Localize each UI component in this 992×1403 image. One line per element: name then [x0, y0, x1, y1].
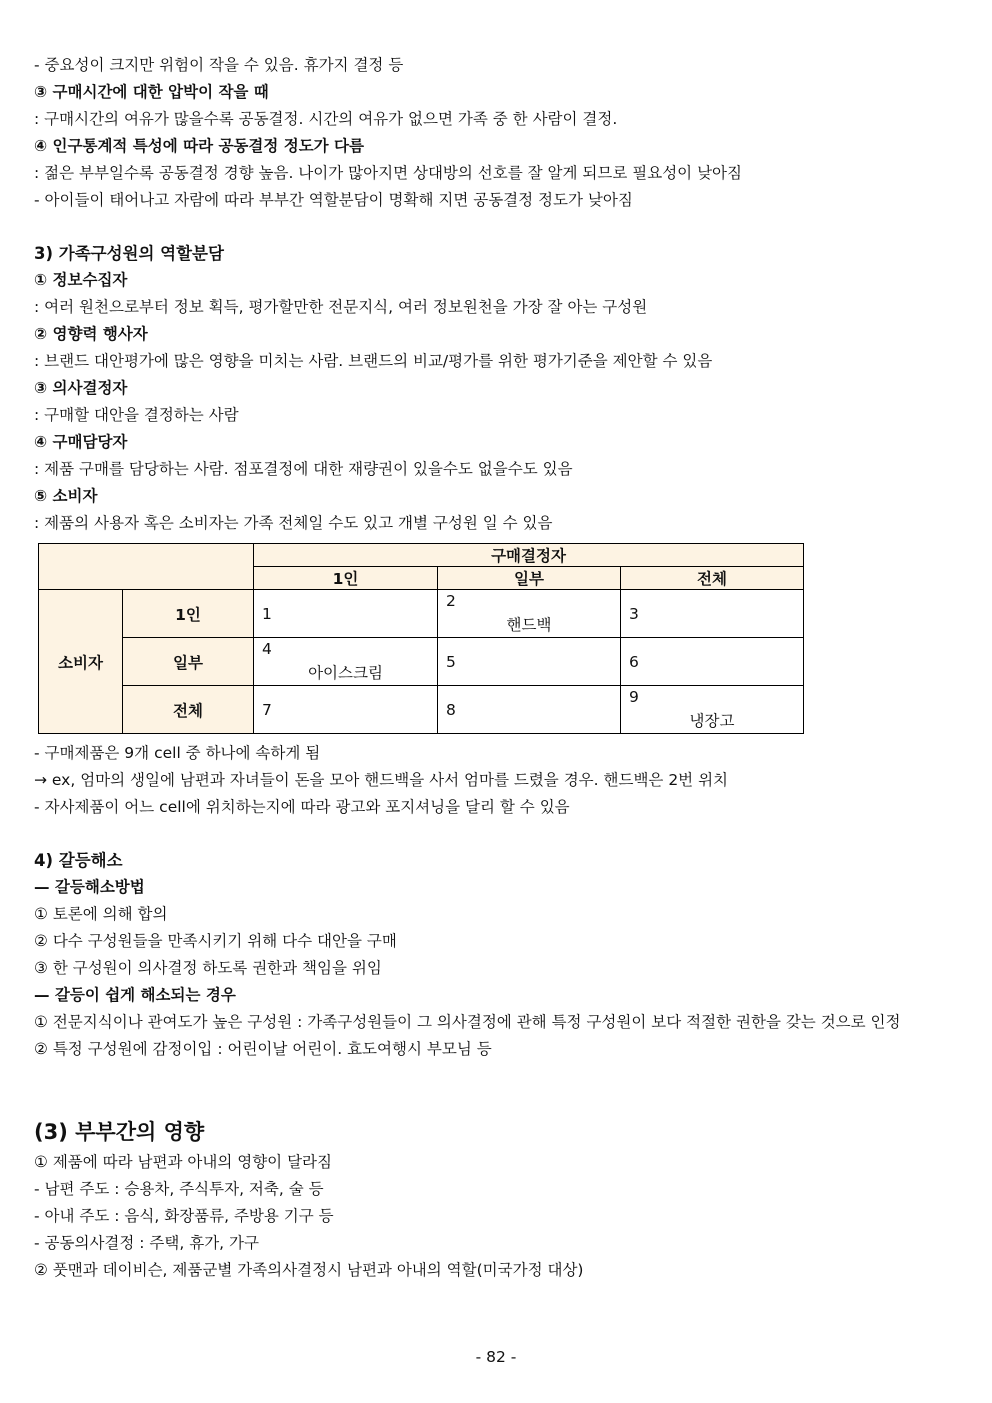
text-line: - 공동의사결정 : 주택, 휴가, 가구 — [34, 1234, 259, 1252]
text-line: - 중요성이 크지만 위험이 작을 수 있음. 휴가지 결정 등 — [34, 56, 404, 74]
text-line: : 브랜드 대안평가에 많은 영향을 미치는 사람. 브랜드의 비교/평가를 위한 평가기준을 제안할 수 있음 — [34, 352, 713, 370]
roles-block — [34, 267, 960, 537]
item-heading: ④ 구매담당자 — [34, 433, 128, 451]
matrix-cell — [438, 590, 621, 638]
text-line: : 구매시간의 여유가 많을수록 공동결정. 시간의 여유가 없으면 가족 중 한 사람이 결정. — [34, 110, 618, 128]
document-page — [34, 52, 960, 1284]
matrix-cell — [254, 638, 438, 686]
text-line: ② 특정 구성원에 감정이입 : 어린이날 어린이. 효도여행시 부모님 등 — [34, 1040, 492, 1058]
spouse-influence-block — [34, 1149, 960, 1284]
item-heading: ① 정보수집자 — [34, 271, 128, 289]
conflict-block — [34, 874, 960, 1063]
text-line: : 여러 원천으로부터 정보 획득, 평가할만한 전문지식, 여러 정보원천을 가장 잘 아는 구성원 — [34, 298, 648, 316]
matrix-cell — [621, 638, 804, 686]
text-line: ② 다수 구성원들을 만족시키기 위해 다수 대안을 구매 — [34, 932, 397, 950]
row-header: 전체 — [123, 686, 254, 734]
corner-cell — [39, 544, 254, 590]
cell-number: 7 — [262, 700, 272, 719]
item-heading: ② 영향력 행사자 — [34, 325, 148, 343]
decision-matrix-table — [38, 543, 804, 734]
cell-number: 9 — [629, 688, 639, 706]
row-group-header: 소비자 — [39, 590, 123, 734]
intro-block — [34, 52, 960, 214]
cell-number: 5 — [446, 652, 456, 671]
page-number: - 82 - — [475, 1348, 517, 1366]
cell-product: 핸드백 — [506, 616, 552, 634]
item-heading: ③ 구매시간에 대한 압박이 작을 때 — [34, 83, 269, 101]
cell-number: 8 — [446, 700, 456, 719]
col-header: 일부 — [438, 567, 621, 590]
sub-heading: — 갈등해소방법 — [34, 878, 145, 896]
text-paragraph: ① 전문지식이나 관여도가 높은 구성원 : 가족구성원들이 그 의사결정에 관해 특정 구성원이 보다 적절한 권한을 갖는 것으로 인정 — [34, 1013, 901, 1031]
text-line: - 구매제품은 9개 cell 중 하나에 속하게 됨 — [34, 744, 321, 762]
row-header: 일부 — [123, 638, 254, 686]
after-table-block — [34, 740, 960, 821]
text-line: ① 제품에 따라 남편과 아내의 영향이 달라짐 — [34, 1153, 332, 1171]
section-title: 4) 갈등해소 — [34, 851, 123, 870]
text-line: ② 풋맨과 데이비슨, 제품군별 가족의사결정시 남편과 아내의 역할(미국가정 대상) — [34, 1261, 584, 1279]
text-line: ① 토론에 의해 합의 — [34, 905, 168, 923]
cell-product: 아이스크림 — [308, 664, 383, 682]
chapter-title: (3) 부부간의 영향 — [34, 1120, 205, 1144]
matrix-cell — [254, 590, 438, 638]
matrix-cell — [254, 686, 438, 734]
matrix-cell — [621, 590, 804, 638]
item-heading: ⑤ 소비자 — [34, 487, 98, 505]
text-line: → ex, 엄마의 생일에 남편과 자녀들이 돈을 모아 핸드백을 사서 엄마를 드렸을 경우. 핸드백은 2번 위치 — [34, 771, 729, 789]
cell-number: 6 — [629, 652, 639, 671]
matrix-cell — [438, 638, 621, 686]
cell-product: 냉장고 — [689, 712, 735, 730]
text-line: : 제품 구매를 담당하는 사람. 점포결정에 대한 재량권이 있을수도 없을수도 있음 — [34, 460, 573, 478]
col-header: 1인 — [254, 567, 438, 590]
text-line: - 남편 주도 : 승용차, 주식투자, 저축, 술 등 — [34, 1180, 324, 1198]
section-title: 3) 가족구성원의 역할분담 — [34, 244, 224, 263]
cell-number: 1 — [262, 604, 272, 623]
text-line: ③ 한 구성원이 의사결정 하도록 권한과 책임을 위임 — [34, 959, 382, 977]
row-header: 1인 — [123, 590, 254, 638]
text-line: - 아내 주도 : 음식, 화장품류, 주방용 기구 등 — [34, 1207, 334, 1225]
col-header: 전체 — [621, 567, 804, 590]
matrix-cell — [438, 686, 621, 734]
cell-number: 3 — [629, 604, 639, 623]
text-line: : 제품의 사용자 혹은 소비자는 가족 전체일 수도 있고 개별 구성원 일 수 있음 — [34, 514, 553, 532]
item-heading: ④ 인구통계적 특성에 따라 공동결정 정도가 다름 — [34, 137, 364, 155]
cell-number: 4 — [262, 640, 272, 658]
sub-heading: — 갈등이 쉽게 해소되는 경우 — [34, 986, 236, 1004]
text-line: : 구매할 대안을 결정하는 사람 — [34, 406, 239, 424]
text-line: : 젊은 부부일수록 공동결정 경향 높음. 나이가 많아지면 상대방의 선호를 잘 알게 되므로 필요성이 낮아짐 — [34, 164, 742, 182]
matrix-cell — [621, 686, 804, 734]
text-line: - 자사제품이 어느 cell에 위치하는지에 따라 광고와 포지셔닝을 달리 할 수 있음 — [34, 798, 570, 816]
col-group-header: 구매결정자 — [254, 544, 804, 567]
cell-number: 2 — [446, 592, 456, 610]
text-line: - 아이들이 태어나고 자람에 따라 부부간 역할분담이 명확해 지면 공동결정 정도가 낮아짐 — [34, 191, 633, 209]
item-heading: ③ 의사결정자 — [34, 379, 128, 397]
